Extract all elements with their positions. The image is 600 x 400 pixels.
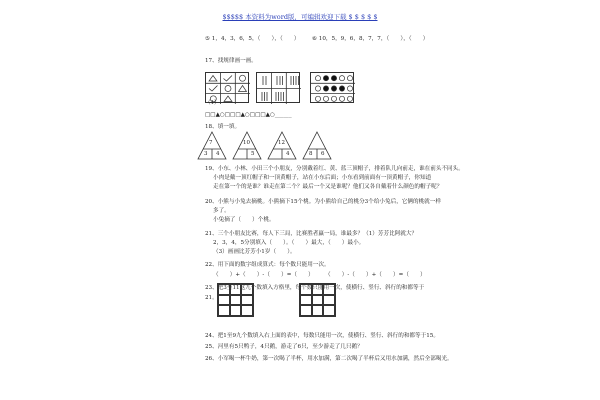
q19-line-2: 小肉是戴一顶红帽子和一顶黄帽子，站在小东后面；小东看到前面有一顶黄帽子，你知道 <box>213 175 432 181</box>
pattern-box-shapes <box>205 72 249 103</box>
grid-cell[interactable] <box>218 284 230 295</box>
q19-line-3: 走在第一个的是谁？谁走在第二个？最后一个又是谁呢？他们又各自戴着什么颜色的帽子呢？ <box>213 184 443 190</box>
grid-cell[interactable] <box>323 284 335 295</box>
grid-cell[interactable] <box>323 305 335 316</box>
q26-line-1: 26、小军喝一杯牛奶，第一次喝了半杯，用水加满，第二次喝了半杯后又用水加满，然后全部喝光。 <box>205 356 453 362</box>
q21-line-2: 2，3，4，5分别填入（ ）。（ ）最大，（ ）最小。 <box>213 240 365 246</box>
triangle-top-value: 12 <box>278 140 285 146</box>
circle-shape <box>240 75 246 81</box>
number-triangle-3 <box>268 132 296 160</box>
check-shape <box>209 86 218 92</box>
grid-cell[interactable] <box>323 295 335 306</box>
grid-cell[interactable] <box>218 295 230 306</box>
q21-line-3: （3）画画比芳芳小1岁（ ）。 <box>213 249 296 255</box>
page-header[interactable]: $$$$$ 本资料为word版，可编辑欢迎下载 $ $ $ $ $ <box>222 13 378 21</box>
grid-cell[interactable] <box>230 284 242 295</box>
q16-item-5: ⑤ 1，4，3，6，5，（ ），（ ） <box>205 36 300 42</box>
q22-line-1: 22、用下面的数字组成算式：每个数只能用一次。 <box>205 262 330 268</box>
number-triangle-4 <box>303 132 331 160</box>
triangle-shape <box>209 76 217 82</box>
circle-shape <box>225 86 231 92</box>
triangle-right-value: 6 <box>321 151 325 157</box>
triangle-right-value: 4 <box>286 151 290 157</box>
q16-item-6: ⑥ 10，5，9，6，8，7，7，（ ），（ ） <box>312 36 429 42</box>
magic-square-grid-1 <box>217 283 254 317</box>
triangle-shape <box>224 96 232 102</box>
triangle-top-value: 10 <box>243 140 250 146</box>
check-shape <box>224 76 233 82</box>
triangle-right-value: 4 <box>216 151 220 157</box>
q21-line-1: 21、三个小朋友比赛，每人下三局，比赛胜者赢一局，谁最多？（1）芳芳比阿就大？ <box>205 231 418 237</box>
q20-line-1: 20、小熊与小兔去摘桃。小熊摘下15个桃。为小熊给自己的桃分3个给小兔后，它俩的桃就一样 <box>205 199 441 205</box>
number-triangle-2 <box>233 132 261 160</box>
q23-line-2: 21。 <box>205 295 218 301</box>
q20-line-2: 多了。 <box>213 208 230 214</box>
pattern-bars-svg <box>257 73 301 104</box>
grid-cell[interactable] <box>241 305 253 316</box>
grid-cell[interactable] <box>300 284 312 295</box>
grid-cell[interactable] <box>230 295 242 306</box>
grid-cell[interactable] <box>241 284 253 295</box>
grid-cell[interactable] <box>300 295 312 306</box>
grid-cell[interactable] <box>230 305 242 316</box>
pattern-box-bars <box>256 72 300 103</box>
q17-sequence: □□▲○□□□▲○□□□▲○______ <box>205 112 292 118</box>
pattern-box-dots <box>310 72 354 103</box>
q24-line-1: 24、把1至9九个数填入右上面的表中，每数只能用一次，使横行、竖行、斜行的和都等于15。 <box>205 333 439 339</box>
q19-line-1: 19、小东、小林、小田三个小朋友，分别戴着红、黄、蓝三顶帽子，排着队儿向前走，谁在前头不同头。 <box>205 166 464 172</box>
q23-line-1: 23、把3至11这九个数填入方格里，每个数只能用一次，使横行、竖行、斜行的和都等于 <box>205 285 425 291</box>
q20-line-3: 小兔摘了（ ）个桃。 <box>213 217 275 223</box>
q22-line-2: （ ）+（ ）-（ ）=（ ） （ ）-（ ）+（ ）=（ ） <box>213 272 426 278</box>
grid-cell[interactable] <box>312 284 324 295</box>
triangle-left-value: 8 <box>309 151 313 157</box>
q25-line-1: 25、河里有5只鸭子，4只鹅，游走了6只，至少游走了几只鹅？ <box>205 344 363 350</box>
q17-label: 17、找规律画一画。 <box>205 58 257 64</box>
grid-cell[interactable] <box>312 295 324 306</box>
q17-answer: （1） <box>205 100 220 106</box>
grid-cell[interactable] <box>300 305 312 316</box>
number-triangle-1 <box>198 132 226 160</box>
q18-label: 18、填一填。 <box>205 124 241 130</box>
magic-square-grid-2 <box>299 283 336 317</box>
grid-cell[interactable] <box>312 305 324 316</box>
grid-cell[interactable] <box>218 305 230 316</box>
triangle-left-value: 3 <box>204 151 208 157</box>
triangle-shape <box>239 86 247 92</box>
grid-cell[interactable] <box>241 295 253 306</box>
pattern-dots-svg <box>311 73 355 104</box>
triangle-top-value: 7 <box>209 140 213 146</box>
triangle-right-value: 5 <box>251 151 255 157</box>
